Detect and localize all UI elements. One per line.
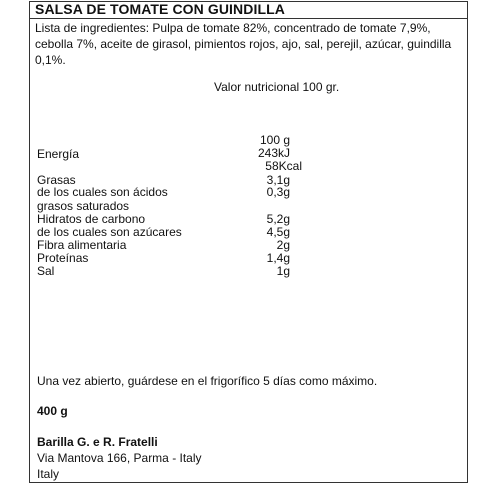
fat-label: Grasas xyxy=(37,173,76,187)
energy-kj-value: 243kJ xyxy=(257,146,290,160)
protein-value: 1,4g xyxy=(266,251,290,265)
carbohydrates-value: 5,2g xyxy=(266,212,290,226)
protein-label: Proteínas xyxy=(37,251,89,265)
nutrition-heading: Valor nutricional 100 gr. xyxy=(214,80,340,94)
fiber-value: 2g xyxy=(276,238,290,252)
title-divider xyxy=(29,18,468,19)
ingredients-list: Lista de ingredientes: Pulpa de tomate 82%, concentrado de tomate 7,9%, cebolla 7%, aceite de girasol, pimientos rojos, ajo, sal, perejil, azúcar, guindilla 0,1%. xyxy=(35,21,452,67)
energy-label: Energía xyxy=(37,147,80,161)
product-title: SALSA DE TOMATE CON GUINDILLA xyxy=(35,1,285,17)
fiber-label: Fibra alimentaria xyxy=(37,238,127,252)
carbohydrates-label: Hidratos de carbono xyxy=(37,212,146,226)
saturated-fat-label: de los cuales son ácidos grasos saturados xyxy=(37,185,168,213)
company-address: Via Mantova 166, Parma - Italy xyxy=(37,451,202,465)
company-name: Barilla G. e R. Fratelli xyxy=(37,435,158,449)
column-header-100g: 100 g xyxy=(259,133,290,147)
company-country: Italy xyxy=(37,467,60,481)
salt-value: 1g xyxy=(276,264,290,278)
storage-note: Una vez abierto, guárdese en el frigorífico 5 días como máximo. xyxy=(37,374,378,388)
salt-label: Sal xyxy=(37,264,55,278)
sugars-label: de los cuales son azúcares xyxy=(37,225,182,239)
net-weight: 400 g xyxy=(37,404,68,418)
fat-value: 3,1g xyxy=(266,173,290,187)
sugars-value: 4,5g xyxy=(266,225,290,239)
saturated-fat-value: 0,3g xyxy=(266,185,290,199)
energy-kcal-value: 58Kcal xyxy=(265,159,302,173)
